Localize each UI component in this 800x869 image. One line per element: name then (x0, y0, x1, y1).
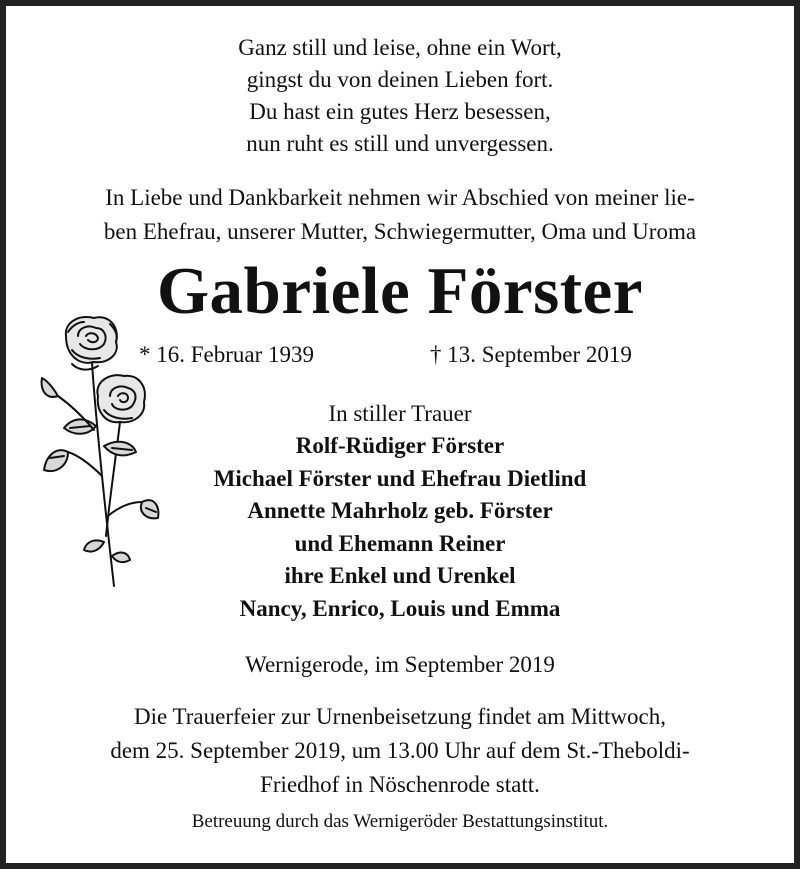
mourner-line: Rolf-Rüdiger Förster (295, 433, 505, 458)
farewell-intro (6, 181, 794, 249)
undertaker-note: Betreuung durch das Wernigeröder Bestattungsinstitut. (191, 811, 609, 832)
mourners-list (6, 430, 794, 625)
verse-line: gingst du von deinen Lieben fort. (246, 67, 554, 92)
birth-date: * 16. Februar 1939 (139, 342, 315, 367)
mourner-line: Nancy, Enrico, Louis und Emma (239, 595, 561, 621)
funeral-line: Die Trauerfeier zur Urnenbeisetzung findet am Mittwoch, (133, 704, 667, 729)
memorial-verse (6, 32, 794, 160)
verse-line: nun ruht es still und unvergessen. (246, 131, 554, 156)
mourning-title: In stiller Trauer (328, 401, 472, 426)
mourner-line: ihre Enkel und Urenkel (284, 563, 516, 588)
intro-line: In Liebe und Dankbarkeit nehmen wir Abschied von meiner lie- (105, 185, 695, 210)
intro-line: ben Ehefrau, unserer Mutter, Schwiegermutter, Oma und Uroma (103, 219, 697, 244)
verse-line: Ganz still und leise, ohne ein Wort, (238, 35, 562, 60)
funeral-line: dem 25. September 2019, um 13.00 Uhr auf dem St.-Theboldi- (110, 738, 690, 763)
verse-line: Du hast ein gutes Herz besessen, (249, 99, 551, 124)
mourner-line: Annette Mahrholz geb. Förster (247, 498, 553, 523)
place-and-date: Wernigerode, im September 2019 (245, 652, 555, 677)
funeral-info (6, 700, 794, 802)
funeral-line: Friedhof in Nöschenrode statt. (260, 772, 540, 797)
mourner-line: Michael Förster und Ehefrau Dietlind (213, 465, 587, 491)
mourner-line: und Ehemann Reiner (294, 530, 506, 556)
deceased-name: Gabriele Förster (156, 254, 644, 328)
death-date: † 13. September 2019 (430, 342, 632, 367)
